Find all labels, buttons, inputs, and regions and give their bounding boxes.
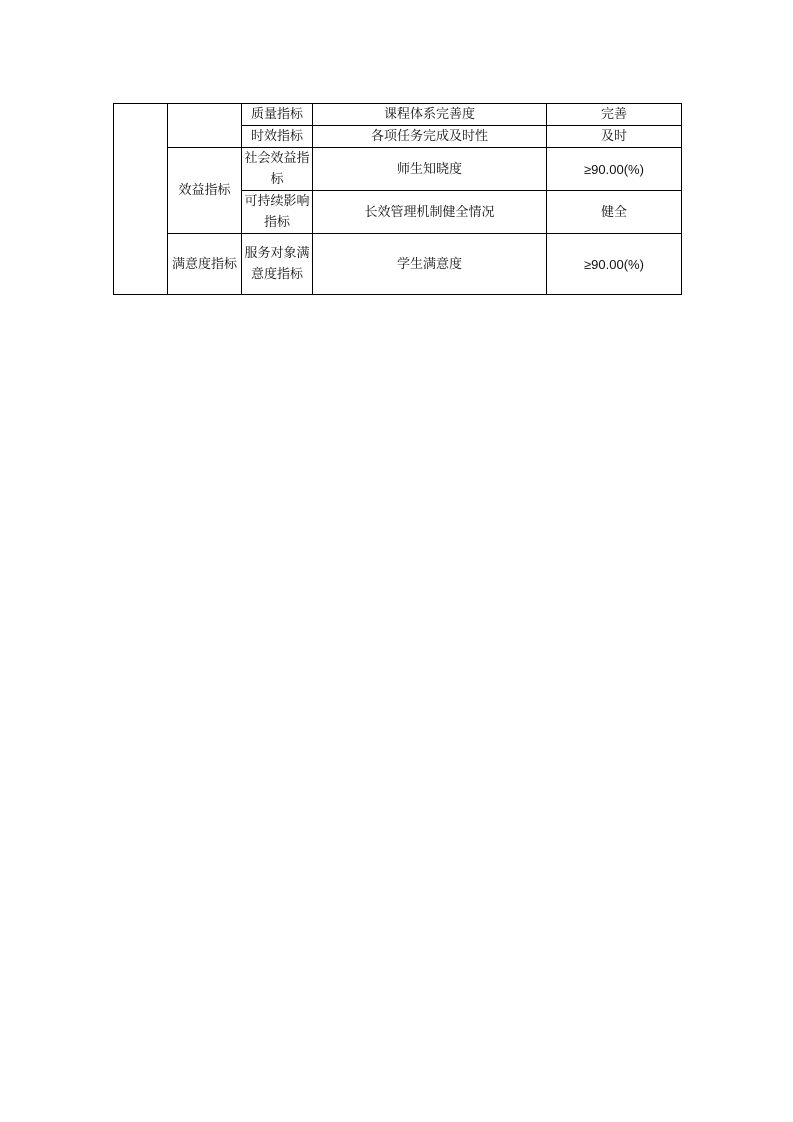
indicator-cell: 各项任务完成及时性 xyxy=(313,126,547,148)
target-cell: 完善 xyxy=(547,104,682,126)
indicator-cell: 学生满意度 xyxy=(313,234,547,295)
table-row xyxy=(114,104,682,126)
level3-cell: 可持续影响指标 xyxy=(242,191,313,234)
table-row xyxy=(114,148,682,191)
level2-cell: 满意度指标 xyxy=(168,234,242,295)
performance-indicator-table xyxy=(113,103,682,295)
level1-cell xyxy=(114,104,168,295)
level3-cell: 服务对象满意度指标 xyxy=(242,234,313,295)
target-cell: 健全 xyxy=(547,191,682,234)
target-cell: ≥90.00(%) xyxy=(547,234,682,295)
level2-cell: 效益指标 xyxy=(168,148,242,234)
target-cell: ≥90.00(%) xyxy=(547,148,682,191)
level3-cell: 时效指标 xyxy=(242,126,313,148)
table-row xyxy=(114,234,682,295)
indicator-cell: 长效管理机制健全情况 xyxy=(313,191,547,234)
level3-cell: 社会效益指标 xyxy=(242,148,313,191)
indicator-cell: 课程体系完善度 xyxy=(313,104,547,126)
indicator-cell: 师生知晓度 xyxy=(313,148,547,191)
level2-cell xyxy=(168,104,242,148)
target-cell: 及时 xyxy=(547,126,682,148)
level3-cell: 质量指标 xyxy=(242,104,313,126)
